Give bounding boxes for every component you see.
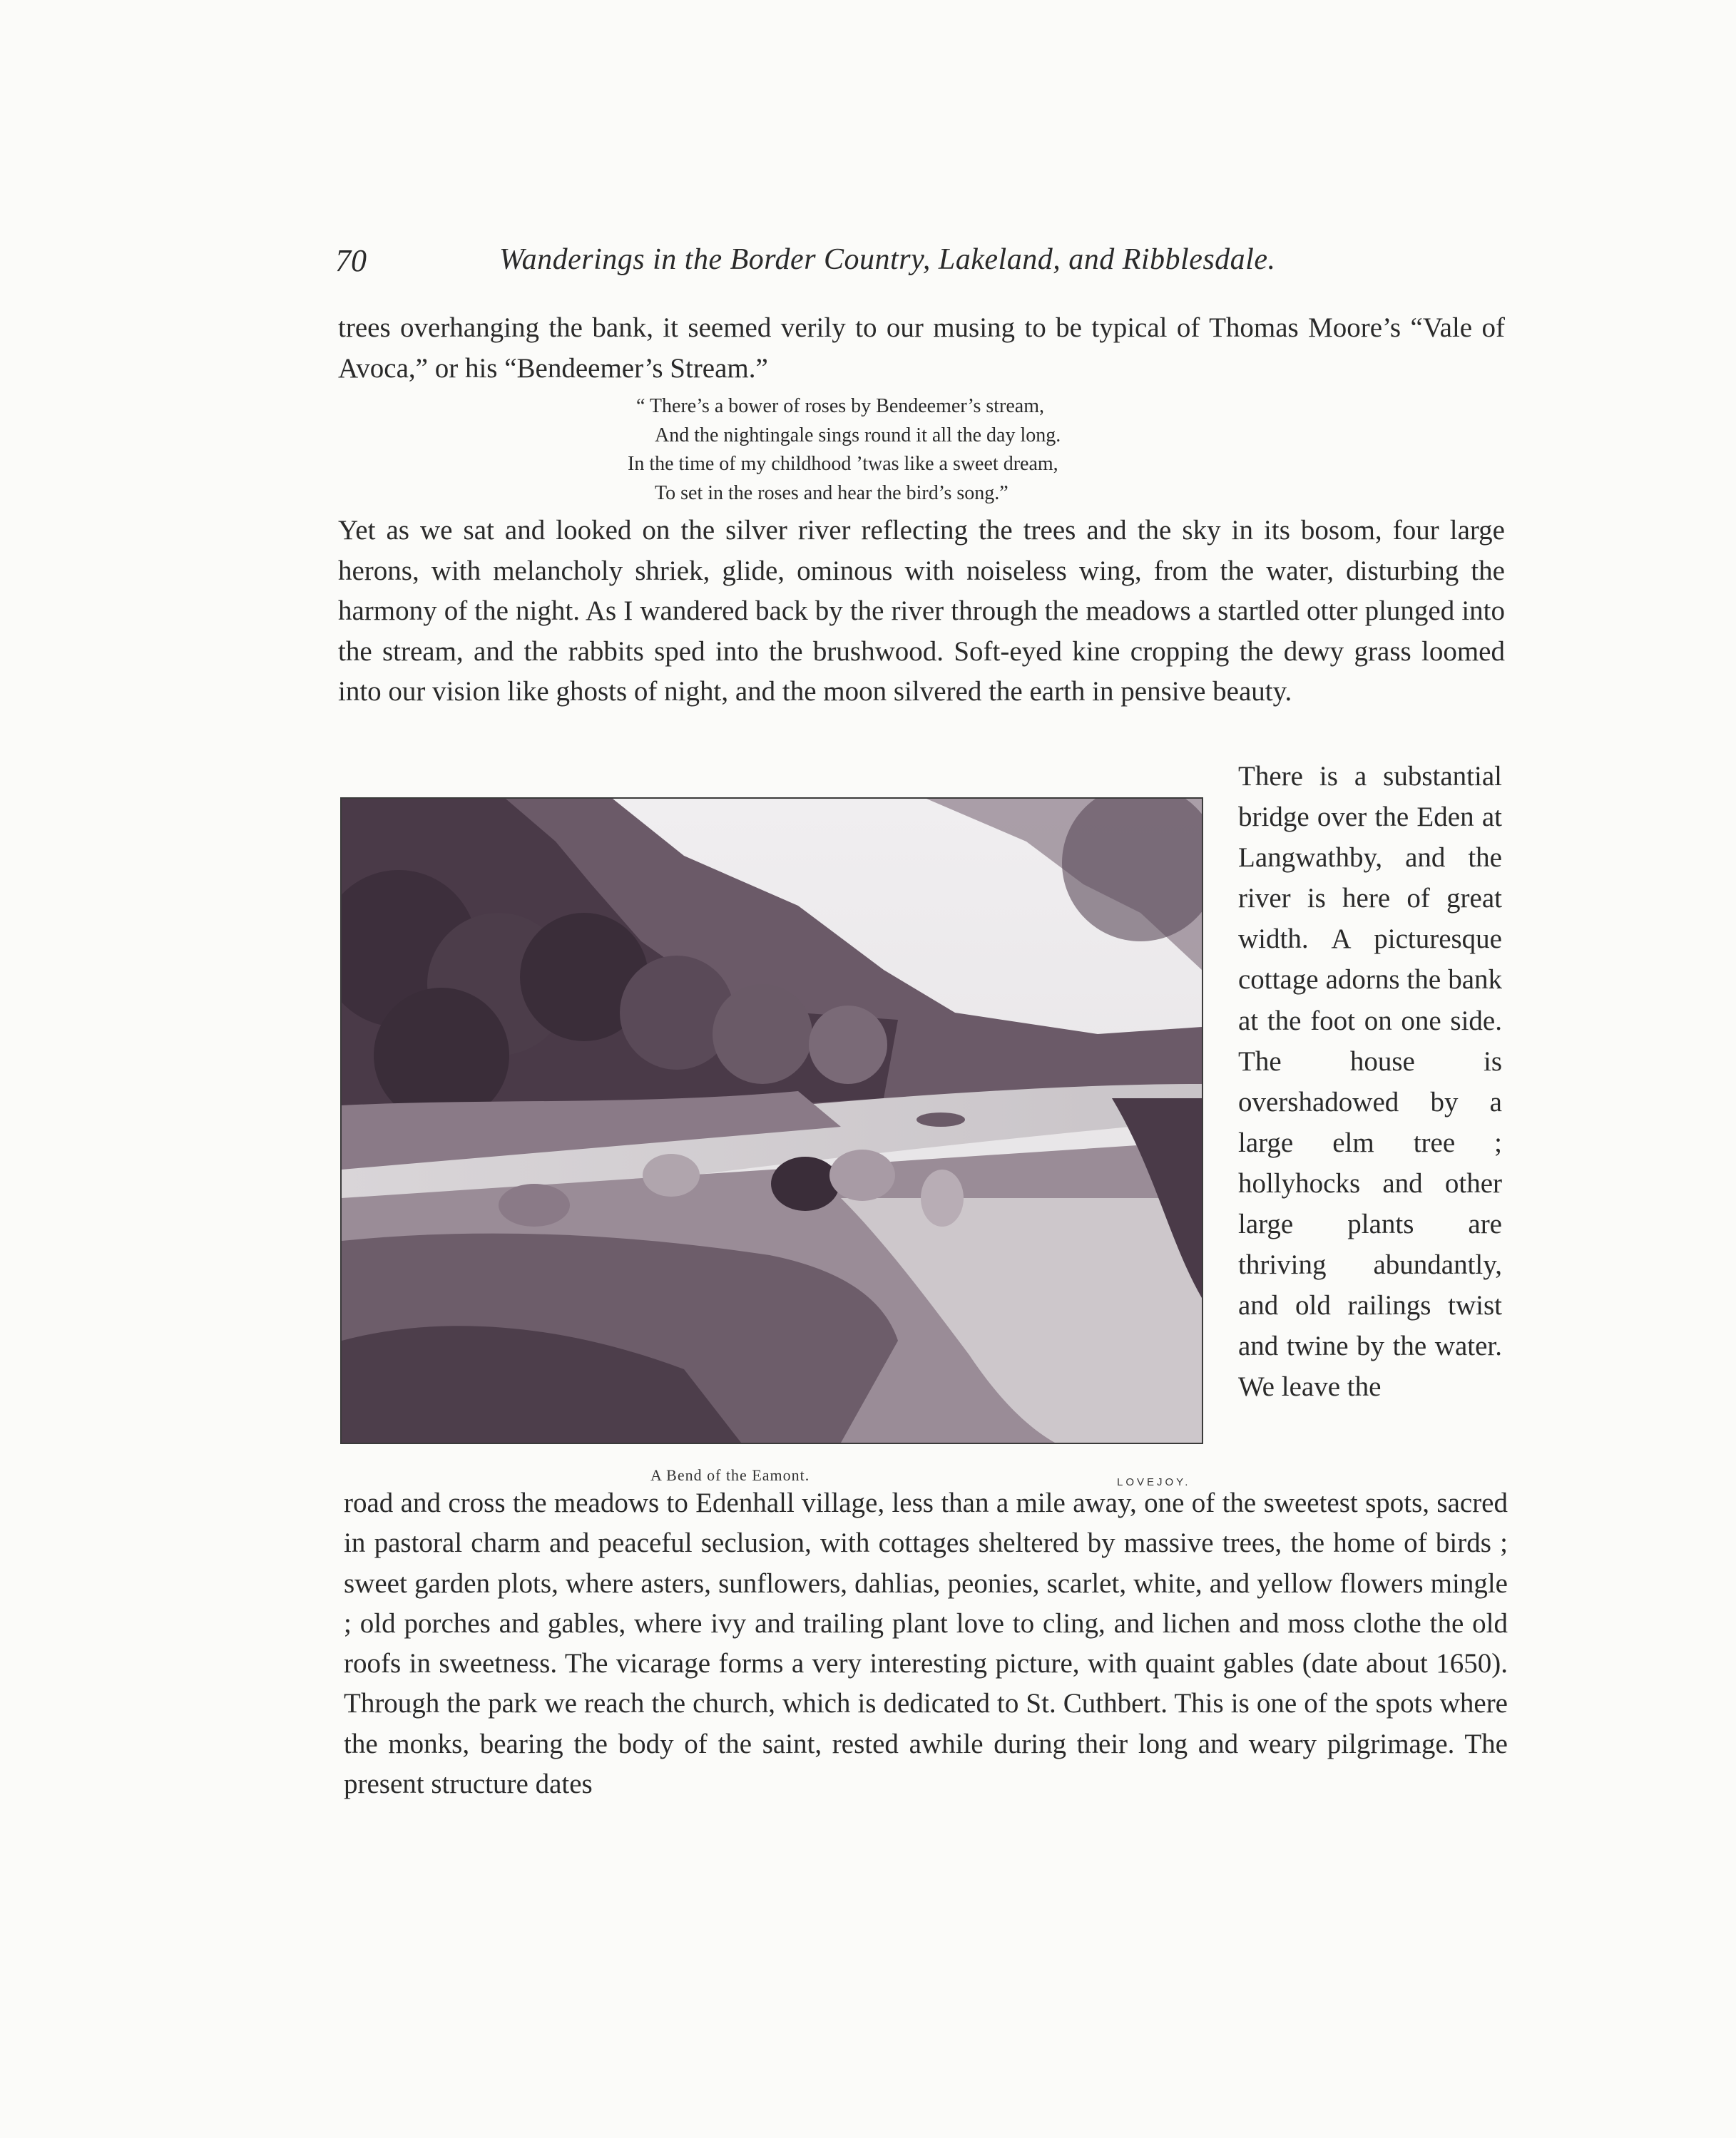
figure-caption: A Bend of the Eamont.	[650, 1466, 810, 1484]
running-title: Wanderings in the Border Country, Lakeland, and Ribblesdale.	[499, 243, 1276, 276]
paragraph-3-wrapped: There is a substantial bridge over the Eden at Langwathby, and the river is here of great width. A picturesque cottage adorns the bank at the foot on one side. The house is overshadowed by a large elm tree ; hollyhocks and other large plants are thriving abundantly, and old railings twist and twine by the water. We leave the	[1238, 761, 1502, 1403]
verse-line: “ There’s a bower of roses by Bendeemer’s stream,	[636, 395, 1044, 417]
paragraph-3: road and cross the meadows to Edenhall village, less than a mile away, one of the sweetest spots, sacred in pastoral charm and peaceful seclusion, with cottages sheltered by massive trees, the home of birds ; sweet garden plots, where asters, sunflowers, dahlias, peonies, scarlet, white, and yellow flowers mingle ; old porches and gables, where ivy and trailing plant love to cling, and lichen and moss clothe the old roofs in sweetness. The vicarage forms a very interesting picture, with quaint gables (date about 1650). Through the park we reach the church, which is dedicated to St. Cuthbert. This is one of the spots where the monks, bearing the body of the saint, rested awhile during their long and weary pilgrimage. The present structure dates	[344, 1488, 1508, 1800]
page-number: 70	[335, 243, 367, 278]
verse-line: And the nightingale sings round it all the day long.	[655, 424, 1061, 446]
page-header	[0, 242, 1736, 285]
verse-line: To set in the roses and hear the bird’s song.”	[655, 481, 1009, 504]
river-photograph	[340, 797, 1203, 1444]
paragraph-1: trees overhanging the bank, it seemed verily to our musing to be typical of Thomas Moore’s “Vale of Avoca,” or his “Bendeemer’s Stream.”	[338, 312, 1505, 384]
paragraph-2: Yet as we sat and looked on the silver river reflecting the trees and the sky in its bosom, four large herons, with melancholy shriek, glide, ominous with noiseless wing, from the water, disturbing the harmony of the night. As I wandered back by the river through the meadows a startled otter plunged into the stream, and the rabbits sped into the brushwood. Soft-eyed kine cropping the dewy grass loomed into our vision like ghosts of night, and the moon silvered the earth in pensive beauty.	[338, 515, 1505, 707]
verse-line: In the time of my childhood ’twas like a sweet dream,	[628, 453, 1058, 475]
photo-credit: LOVEJOY.	[1117, 1476, 1191, 1488]
verse-quotation	[628, 392, 1061, 508]
photo-illustration	[342, 799, 1202, 1443]
